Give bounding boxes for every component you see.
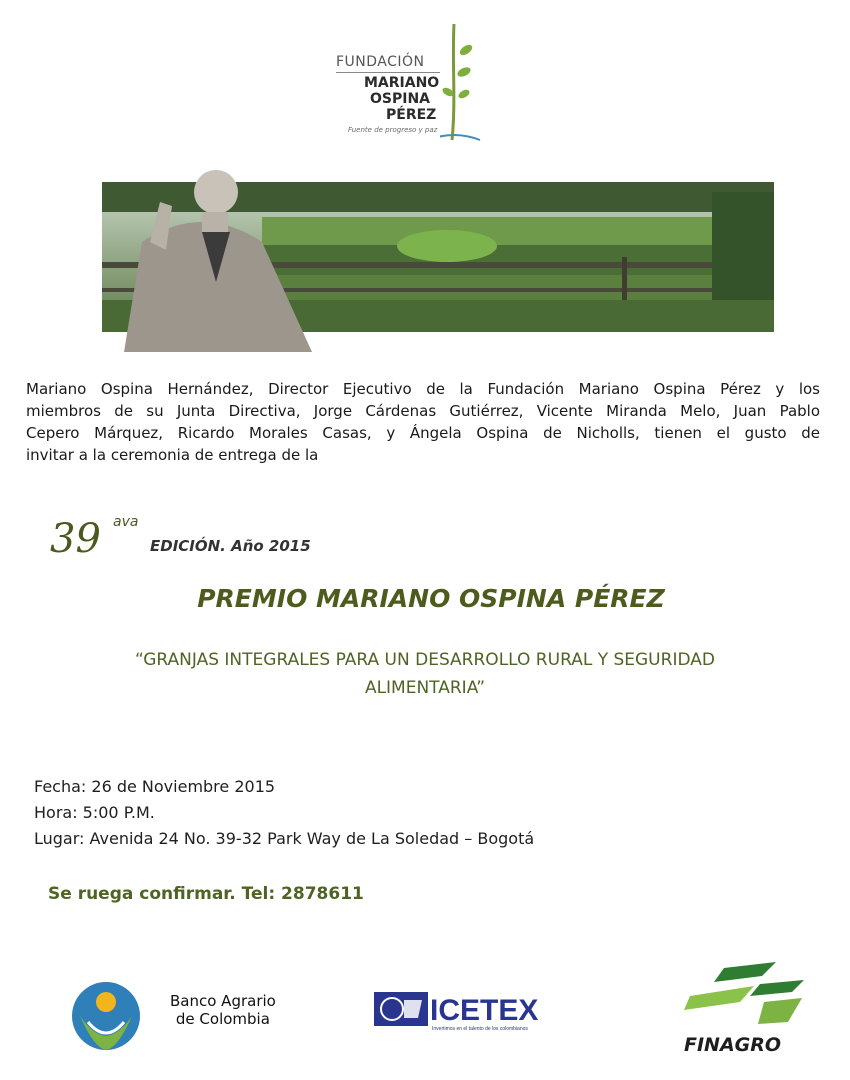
banco-agrario-line: Banco Agrario — [170, 992, 276, 1010]
plant-icon — [440, 22, 490, 152]
event-time: Hora: 5:00 P.M. — [34, 803, 155, 822]
edition-ordinal: ava — [113, 514, 139, 530]
banco-agrario-icon — [64, 978, 154, 1052]
icetex-wordmark: ICETEX — [430, 994, 539, 1027]
intro-line: Mariano Ospina Hernández, Director Ejecutivo de la Fundación Mariano Ospina Pérez y los — [26, 380, 820, 398]
intro-line: invitar a la ceremonia de entrega de la — [26, 446, 319, 464]
intro-paragraph — [26, 378, 820, 466]
finagro-icon — [684, 962, 814, 1034]
event-date: Fecha: 26 de Noviembre 2015 — [34, 777, 276, 796]
logo-mariano-text: MARIANO — [364, 75, 440, 91]
logo-fundacion-text: FUNDACIÓN — [336, 54, 425, 70]
intro-line: miembros de su Junta Directiva, Jorge Cárdenas Gutiérrez, Vicente Miranda Melo, Juan Pablo — [26, 402, 820, 420]
award-theme-line: “GRANJAS INTEGRALES PARA UN DESARROLLO RURAL Y SEGURIDAD — [135, 650, 715, 670]
icetex-tagline: Invertimos en el talento de los colombianos — [432, 1026, 528, 1032]
finagro-logo — [684, 962, 814, 1058]
event-location: Lugar: Avenida 24 No. 39-32 Park Way de La Soledad – Bogotá — [34, 829, 535, 848]
banner-photo — [102, 162, 774, 352]
logo-tagline: Fuente de progreso y paz — [348, 126, 438, 134]
edition-text: EDICIÓN. Año 2015 — [150, 537, 311, 555]
fundacion-logo — [330, 18, 490, 148]
rsvp-text: Se ruega confirmar. Tel: 2878611 — [48, 884, 364, 904]
banco-agrario-line: de Colombia — [175, 1010, 270, 1028]
icetex-logo — [374, 990, 574, 1032]
award-theme-line: ALIMENTARIA” — [364, 678, 486, 698]
banco-agrario-name — [170, 992, 276, 1028]
intro-line: Cepero Márquez, Ricardo Morales Casas, y Ángela Ospina de Nicholls, tienen el gusto de — [26, 424, 820, 442]
logo-perez-text: PÉREZ — [386, 107, 437, 123]
finagro-wordmark: FINAGRO — [684, 1034, 782, 1056]
award-title: PREMIO MARIANO OSPINA PÉREZ — [197, 584, 665, 613]
award-theme — [0, 646, 850, 702]
logo-ospina-text: OSPINA — [370, 91, 431, 107]
edition-number: 39 — [50, 516, 101, 562]
event-details — [34, 774, 534, 852]
banco-agrario-logo — [64, 978, 294, 1052]
logo-divider — [336, 72, 440, 73]
